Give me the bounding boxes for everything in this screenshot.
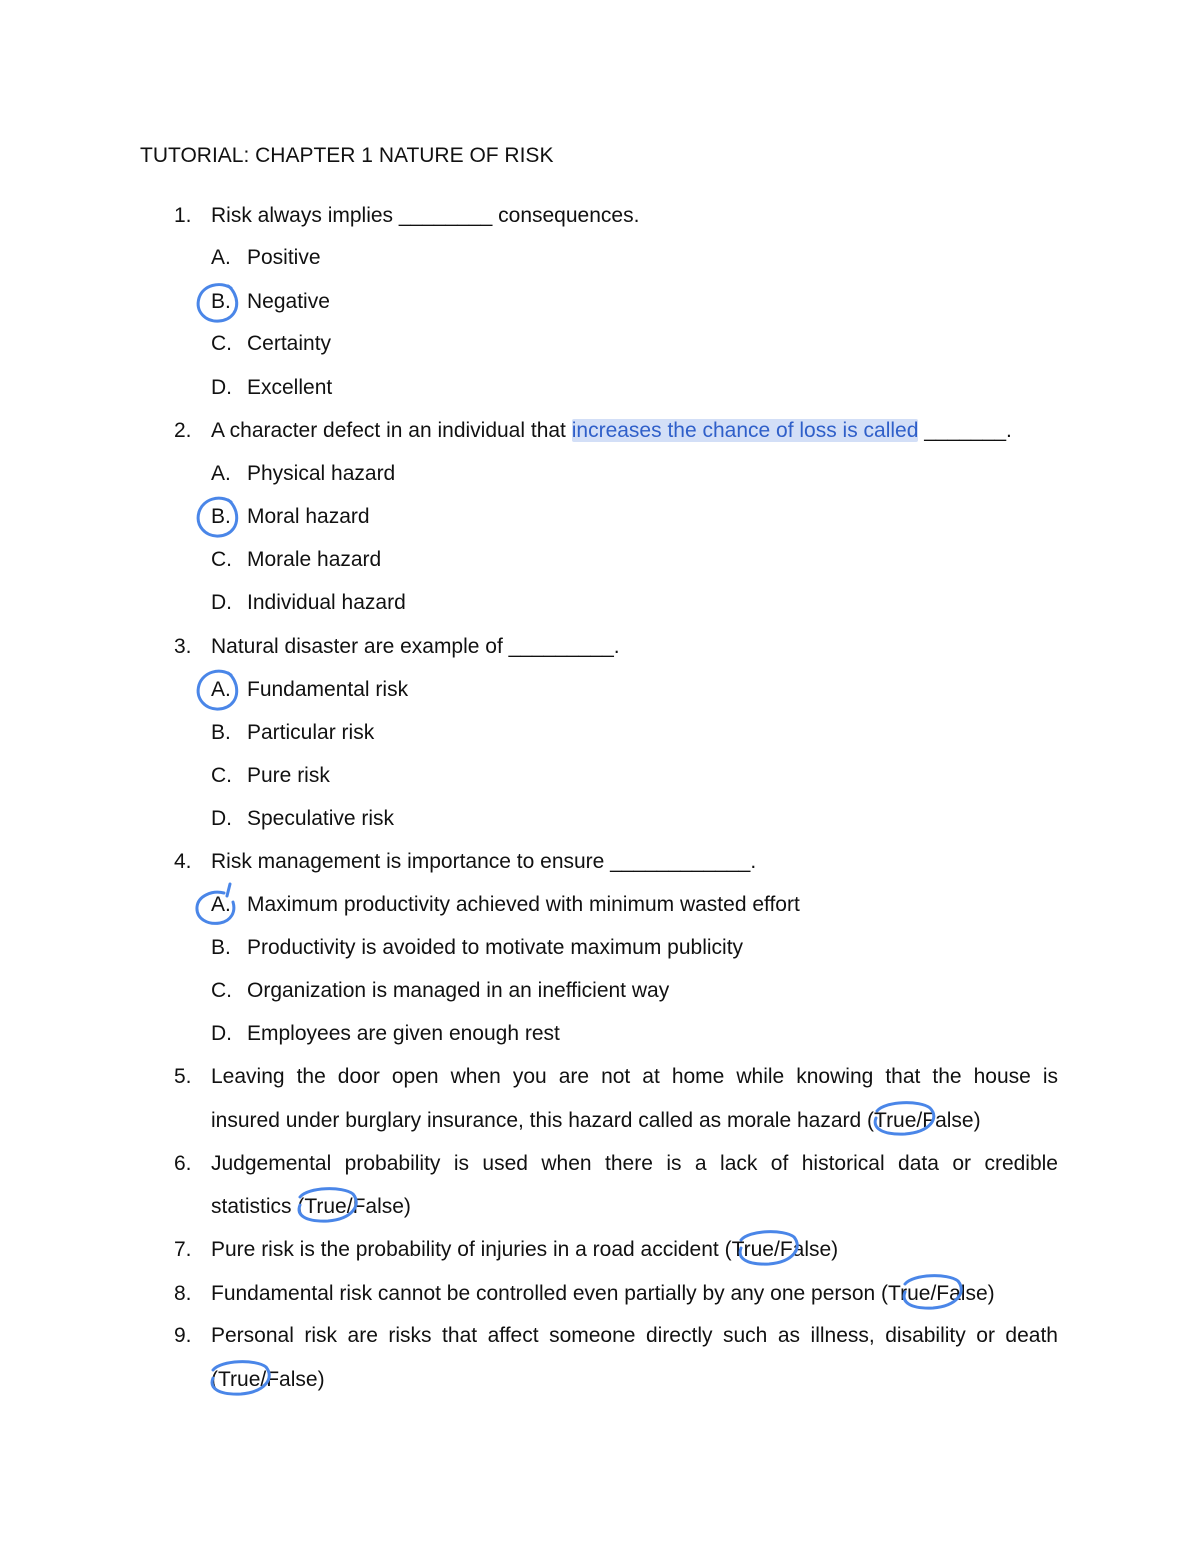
question-2-number: 2. bbox=[174, 419, 192, 442]
q2-option-b-text: Moral hazard bbox=[247, 505, 370, 528]
q1-option-a-letter: A. bbox=[211, 246, 231, 269]
question-5-number: 5. bbox=[174, 1065, 192, 1088]
page-title: TUTORIAL: CHAPTER 1 NATURE OF RISK bbox=[140, 144, 554, 167]
q1-option-a-text: Positive bbox=[247, 246, 321, 269]
question-1-text: Risk always implies ________ consequences. bbox=[211, 204, 640, 227]
q2-option-c-text: Morale hazard bbox=[247, 548, 382, 571]
q1-option-b-letter: B. bbox=[211, 290, 231, 313]
q3-option-b-letter: B. bbox=[211, 721, 231, 744]
question-8-text: Fundamental risk cannot be controlled even partially by any one person (True/False) bbox=[211, 1282, 995, 1305]
question-6-line-1: Judgemental probability is used when there is a lack of historical data or credible bbox=[211, 1152, 1058, 1175]
q2-option-a-text: Physical hazard bbox=[247, 462, 396, 485]
question-1-number: 1. bbox=[174, 204, 192, 227]
q4-option-b-text: Productivity is avoided to motivate maximum publicity bbox=[247, 936, 744, 959]
q3-option-c-text: Pure risk bbox=[247, 764, 330, 787]
q4-option-c-letter: C. bbox=[211, 979, 232, 1002]
question-6-line-2: statistics (True/False) bbox=[211, 1195, 411, 1218]
question-4-number: 4. bbox=[174, 850, 192, 873]
question-9-line-2: (True/False) bbox=[211, 1368, 325, 1391]
question-7-text: Pure risk is the probability of injuries in a road accident (True/False) bbox=[211, 1238, 839, 1261]
question-9-number: 9. bbox=[174, 1324, 192, 1347]
q3-option-b-text: Particular risk bbox=[247, 721, 375, 744]
q3-option-d-text: Speculative risk bbox=[247, 807, 395, 830]
q2-option-d-text: Individual hazard bbox=[247, 591, 406, 614]
question-6-number: 6. bbox=[174, 1152, 192, 1175]
question-2-text bbox=[211, 418, 1012, 444]
q2-option-d-letter: D. bbox=[211, 591, 232, 614]
q3-option-a-letter: A. bbox=[211, 678, 231, 701]
q3-option-a-text: Fundamental risk bbox=[247, 678, 409, 701]
q2-option-c-letter: C. bbox=[211, 548, 232, 571]
question-2-text-after: _______. bbox=[918, 419, 1012, 442]
question-3-number: 3. bbox=[174, 635, 192, 658]
q3-option-c-letter: C. bbox=[211, 764, 232, 787]
q4-option-b-letter: B. bbox=[211, 936, 231, 959]
question-5-line-1: Leaving the door open when you are not at home while knowing that the house is bbox=[211, 1065, 1058, 1088]
question-2-text-before: A character defect in an individual that bbox=[211, 419, 572, 442]
q4-option-d-text: Employees are given enough rest bbox=[247, 1022, 560, 1045]
q4-option-c-text: Organization is managed in an inefficient way bbox=[247, 979, 670, 1002]
question-5-line-2: insured under burglary insurance, this hazard called as morale hazard (True/False) bbox=[211, 1109, 981, 1132]
question-4-text: Risk management is importance to ensure ____________. bbox=[211, 850, 757, 873]
q4-option-d-letter: D. bbox=[211, 1022, 232, 1045]
highlighted-text: increases the chance of loss is called bbox=[571, 419, 919, 442]
q3-option-d-letter: D. bbox=[211, 807, 232, 830]
q1-option-b-text: Negative bbox=[247, 290, 330, 313]
question-9-line-1: Personal risk are risks that affect someone directly such as illness, disability or death bbox=[211, 1324, 1058, 1347]
q1-option-c-letter: C. bbox=[211, 332, 232, 355]
q2-option-b-letter: B. bbox=[211, 505, 231, 528]
question-8-number: 8. bbox=[174, 1282, 192, 1305]
q1-option-d-text: Excellent bbox=[247, 376, 333, 399]
q1-option-d-letter: D. bbox=[211, 376, 232, 399]
q4-option-a-letter: A. bbox=[211, 893, 231, 916]
question-3-text: Natural disaster are example of _________. bbox=[211, 635, 620, 658]
q1-option-c-text: Certainty bbox=[247, 332, 332, 355]
question-7-number: 7. bbox=[174, 1238, 192, 1261]
q2-option-a-letter: A. bbox=[211, 462, 231, 485]
q4-option-a-text: Maximum productivity achieved with minimum wasted effort bbox=[247, 893, 800, 916]
